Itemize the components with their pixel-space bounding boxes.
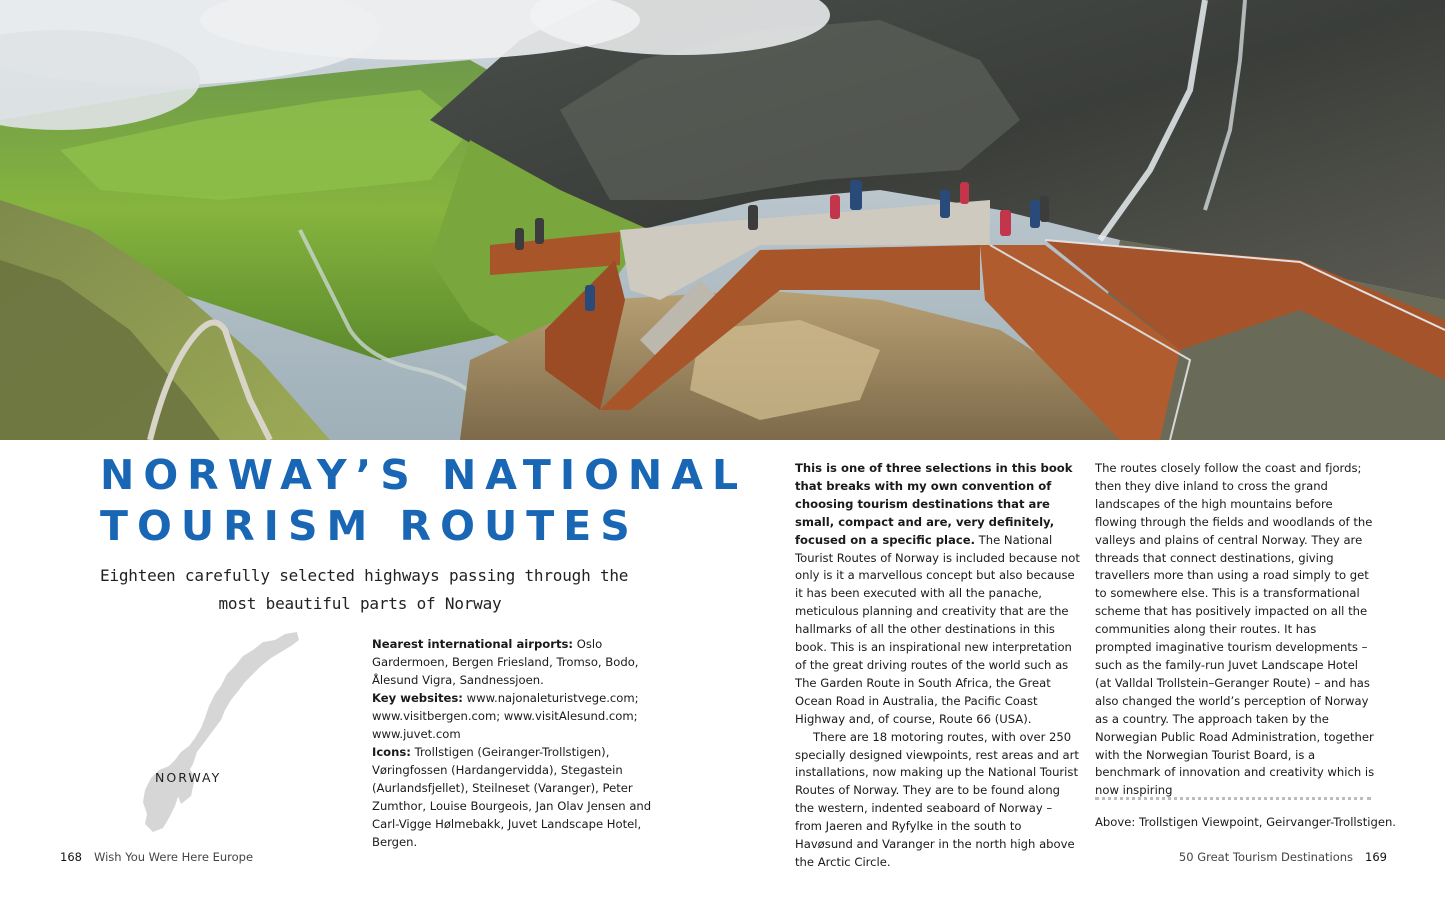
body-paragraph-1 xyxy=(795,460,1080,729)
websites-value: www.najonaleturistvege.com; www.visitbergen.com; www.visitAlesund.com; www.juvet.com xyxy=(372,691,639,741)
book-title-left: Wish You Were Here Europe xyxy=(93,850,254,864)
page-title xyxy=(100,450,748,552)
airports-label: Nearest international airports: xyxy=(372,637,574,651)
footer-left xyxy=(60,850,253,864)
icons-label: Icons: xyxy=(372,745,411,759)
subtitle-line-1: Eighteen carefully selected highways passing through the xyxy=(100,566,629,585)
body-column-1 xyxy=(795,460,1080,872)
page-subtitle xyxy=(100,562,629,618)
para1-text: The National Tourist Routes of Norway is included because not only is it a marvellous concept but also because it has been executed with all the panache, meticulous planning and creativity that are the hallmarks of all the other destinations in this book. This is an inspirational new interpretation of the great driving routes of the world such as The Garden Route in South Africa, the Great Ocean Road in Australia, the Pacific Coast Highway and, of course, Route 66 (USA). xyxy=(795,532,1080,726)
icons-value: Trollstigen (Geiranger-Trollstigen), Vøringfossen (Hardangervidda), Stegastein (Aurlandsfjellet), Steilneset (Varanger), Peter Zumthor, Louise Bourgeois, Jan Olav Jensen and Carl-Vigge Hølmebakk, Juvet Landscape Hotel, Bergen. xyxy=(372,745,652,849)
facts-airports xyxy=(372,635,672,689)
facts-block xyxy=(372,635,672,851)
book-title-right: 50 Great Tourism Destinations xyxy=(1178,850,1354,864)
facts-websites xyxy=(372,689,672,743)
body-paragraph-2: There are 18 motoring routes, with over 250 specially designed viewpoints, rest areas and art installations, now making up the National Tourist Routes of Norway. They are to be found along the western, indented seaboard of Norway – from Jaeren and Ryfylke in the south to Havøsund and Varanger in the north high above the Arctic Circle. xyxy=(795,729,1079,869)
page-number-right: 169 xyxy=(1365,850,1387,864)
facts-icons xyxy=(372,743,672,851)
body-column-2 xyxy=(1095,460,1375,800)
photo-caption: Above: Trollstigen Viewpoint, Geirvanger-Trollstigen. xyxy=(1095,815,1396,829)
airports-value: Oslo Gardermoen, Bergen Friesland, Tromso, Bodo, Ålesund Vigra, Sandnessjoen. xyxy=(372,637,639,687)
norway-map xyxy=(135,628,305,836)
footer-right xyxy=(1179,850,1387,864)
page-number-left: 168 xyxy=(60,850,82,864)
hero-photo xyxy=(0,0,1445,440)
subtitle-line-2: most beautiful parts of Norway xyxy=(218,594,502,613)
title-line-2: TOURISM ROUTES xyxy=(100,502,639,550)
map-label: NORWAY xyxy=(155,770,222,785)
norway-map-icon xyxy=(135,628,305,836)
body-paragraph-3: The routes closely follow the coast and fjords; then they dive inland to cross the grand landscapes of the high mountains before flowing through the fields and woodlands of the valleys and plains of central Norway. They are threads that connect destinations, giving travellers more than using a road simply to get to somewhere else. This is a transformational scheme that has positively impacted on all the communities along their routes. It has prompted imaginative tourism developments – such as the family-run Juvet Landscape Hotel (at Valldal Trollstein–Geranger Route) – and has also changed the world’s perception of Norway as a country. The approach taken by the Norwegian Public Road Administration, together with the Norwegian Tourist Board, is a benchmark of innovation and creativity which is now inspiring xyxy=(1095,461,1375,798)
mountain-viewpoint-photo xyxy=(0,0,1445,440)
caption-divider xyxy=(1095,797,1371,800)
lead-text: This is one of three selections in this book that breaks with my own convention of choosing tourism destinations that are small, compact and are, very definitely, focused on a specific place. xyxy=(795,461,1073,547)
title-line-1: NORWAY’S NATIONAL xyxy=(100,451,748,499)
websites-label: Key websites: xyxy=(372,691,463,705)
